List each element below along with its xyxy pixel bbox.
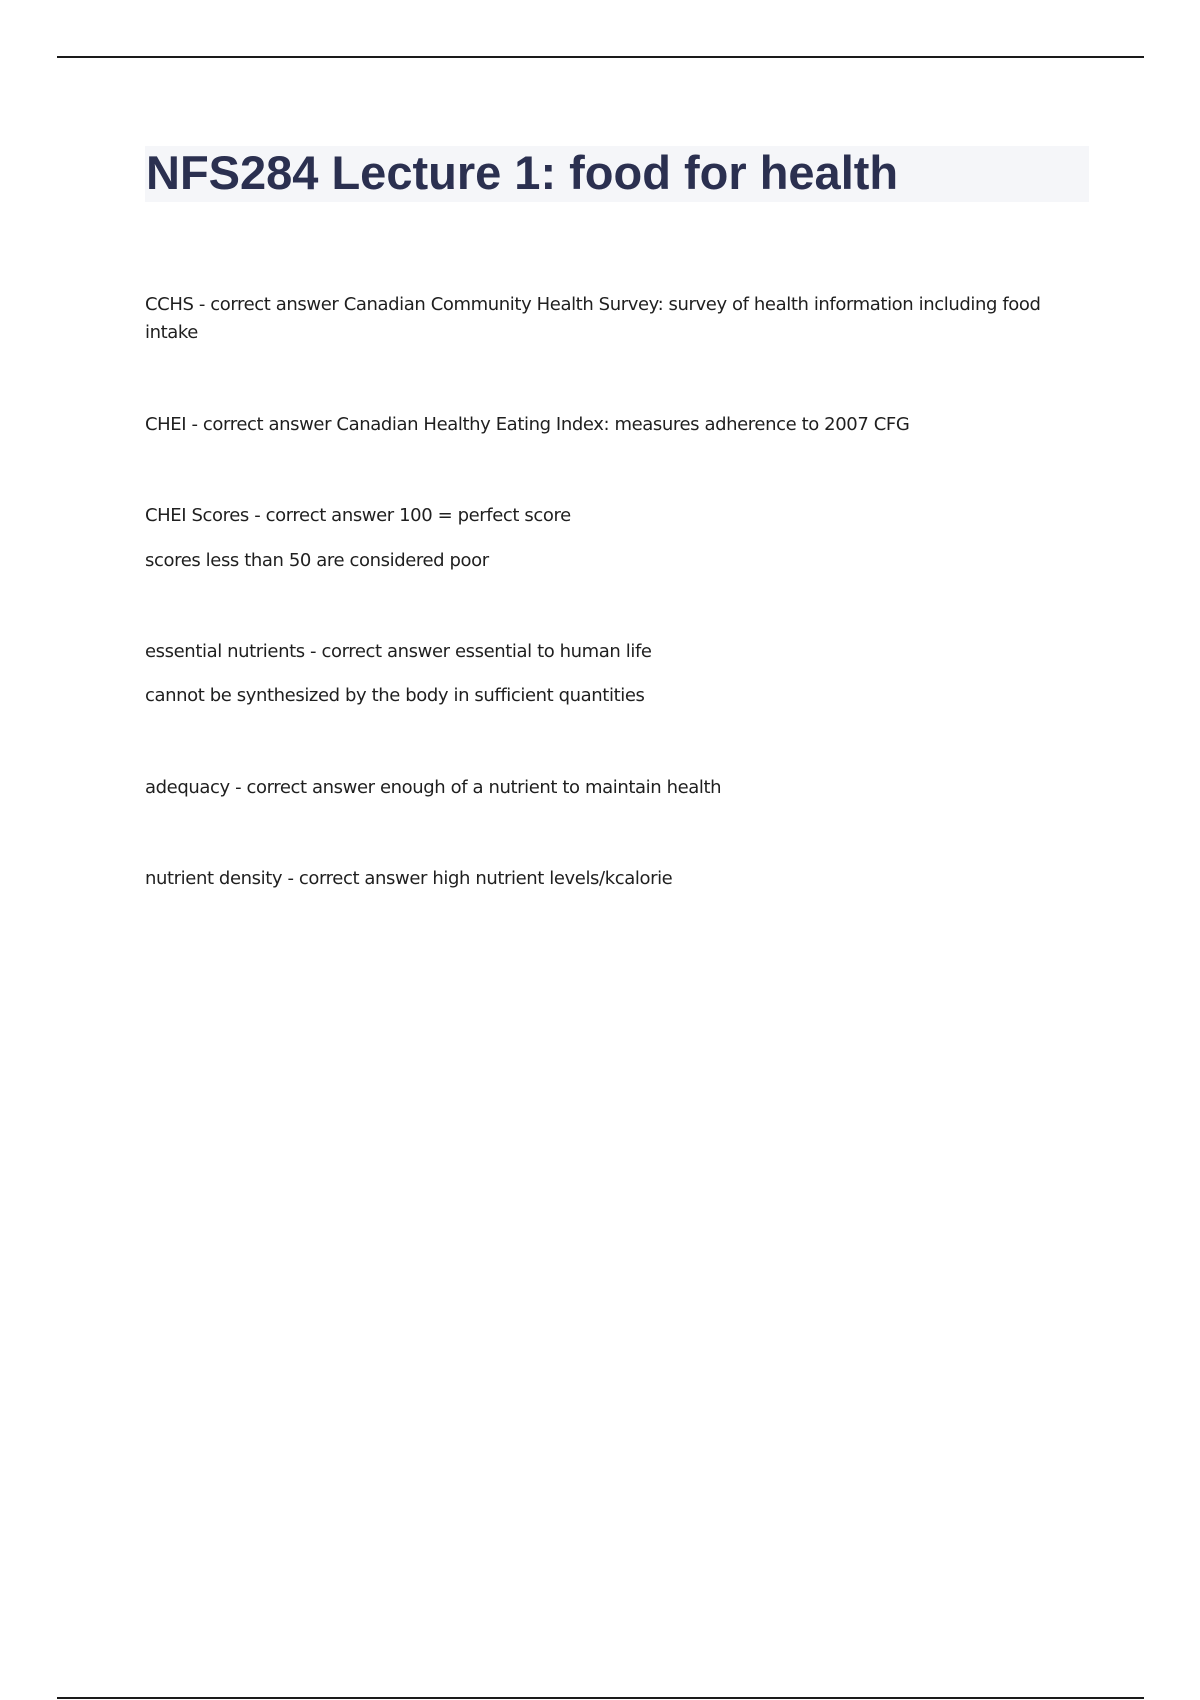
term-entry-chei-scores [145, 502, 1090, 575]
term-definition: nutrient density - correct answer high nutrient levels/kcalorie [145, 868, 673, 889]
term-definition-continued: cannot be synthesized by the body in sufficient quantities [145, 685, 645, 706]
header-rule [57, 56, 1144, 58]
term-definition-continued: scores less than 50 are considered poor [145, 550, 489, 571]
footer-rule [57, 1697, 1144, 1699]
page-title: NFS284 Lecture 1: food for health [146, 146, 899, 199]
term-entry-adequacy [145, 774, 1090, 802]
term-definition: CCHS - correct answer Canadian Community Health Survey: survey of health information including food intake [145, 294, 1041, 343]
term-definition: CHEI - correct answer Canadian Healthy Eating Index: measures adherence to 2007 CFG [145, 414, 910, 435]
term-definition: adequacy - correct answer enough of a nutrient to maintain health [145, 777, 722, 798]
term-entry-essential-nutrients [145, 638, 1090, 710]
term-entry-chei [145, 411, 1090, 439]
term-entry-cchs [145, 291, 1090, 347]
term-definition: essential nutrients - correct answer essential to human life [145, 641, 652, 662]
term-definition: CHEI Scores - correct answer 100 = perfect score [145, 505, 571, 526]
term-entry-nutrient-density [145, 865, 1090, 893]
